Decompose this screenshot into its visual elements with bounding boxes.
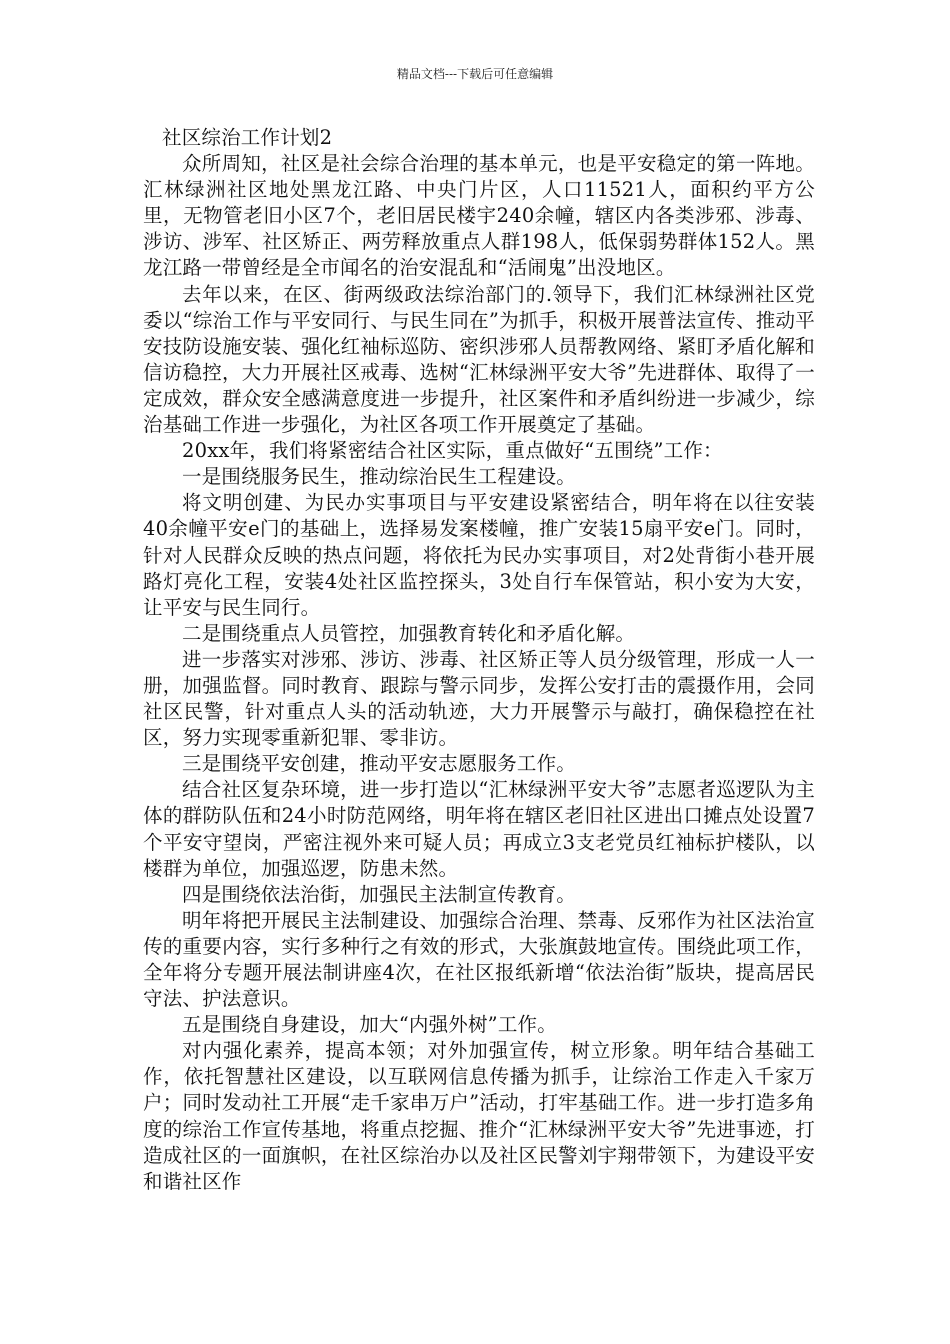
paragraph-last-year-work: 去年以来，在区、街两级政法综治部门的.领导下，我们汇林绿洲社区党委以“综治工作与平安同行、与民生同在”为抓手，积极开展普法宣传、推动平安技防设施安装、强化红袖标巡防、密织涉邪人员帮教网络、紧盯矛盾化解和信访稳控，大力开展社区戒毒、选树“汇林绿洲平安大爷”先进群体、取得了一定成效，群众安全感满意度进一步提升，社区案件和矛盾纠纷进一步减少，综治基础工作进一步强化，为社区各项工作开展奠定了基础。 <box>143 282 815 437</box>
paragraph-section-3: 结合社区复杂环境，进一步打造以“汇林绿洲平安大爷”志愿者巡逻队为主体的群防队伍和24小时防范网络，明年将在辖区老旧社区进出口摊点处设置7个平安守望岗，严密注视外来可疑人员；再成立3支老党员红袖标护楼队，以楼群为单位，加强巡逻，防患未然。 <box>143 778 815 880</box>
document-title: 社区综治工作计划2 <box>162 126 333 149</box>
paragraph-intro: 众所周知，社区是社会综合治理的基本单元，也是平安稳定的第一阵地。汇林绿洲社区地处黑龙江路、中央门片区，人口11521人，面积约平方公里，无物管老旧小区7个，老旧居民楼宇240余幢，辖区内各类涉邪、涉毒、涉访、涉军、社区矫正、两劳释放重点人群198人，低保弱势群体152人。黑龙江路一带曾经是全市闻名的治安混乱和“活闹鬼”出没地区。 <box>143 152 815 280</box>
section-heading-3: 三是围绕平安创建，推动平安志愿服务工作。 <box>182 752 577 776</box>
section-heading-2: 二是围绕重点人员管控，加强教育转化和矛盾化解。 <box>182 621 636 645</box>
section-heading-5: 五是围绕自身建设，加大“内强外树”工作。 <box>182 1013 557 1037</box>
paragraph-section-4: 明年将把开展民主法制建设、加强综合治理、禁毒、反邪作为社区法治宣传的重要内容，实行多种行之有效的形式，大张旗鼓地宣传。围绕此项工作，全年将分专题开展法制讲座4次，在社区报纸新增“依法治街”版块，提高居民守法、护法意识。 <box>143 908 815 1011</box>
paragraph-section-1: 将文明创建、为民办实事项目与平安建设紧密结合，明年将在以往安装40余幢平安e门的基础上，选择易发案楼幢，推广安装15扇平安e门。同时，针对人民群众反映的热点问题，将依托为民办实事项目，对2处背街小巷开展路灯亮化工程，安装4处社区监控探头，3处自行车保管站，积小安为大安，让平安与民生同行。 <box>143 491 815 619</box>
document-body <box>143 125 815 1195</box>
page-header: 精品文档---下载后可任意编辑 <box>396 67 554 81</box>
section-heading-4: 四是围绕依法治街，加强民主法制宣传教育。 <box>182 882 577 906</box>
paragraph-section-2: 进一步落实对涉邪、涉访、涉毒、社区矫正等人员分级管理，形成一人一册，加强监督。同时教育、跟踪与警示同步，发挥公安打击的震摄作用，会同社区民警，针对重点人头的活动轨迹，大力开展警示与敲打，确保稳控在社区，努力实现零重新犯罪、零非访。 <box>143 647 815 750</box>
paragraph-section-5: 对内强化素养，提高本领；对外加强宣传，树立形象。明年结合基础工作，依托智慧社区建设，以互联网信息传播为抓手，让综治工作走入千家万户；同时发动社工开展“走千家串万户”活动，打牢基础工作。进一步打造多角度的综治工作宣传基地，将重点挖掘、推介“汇林绿洲平安大爷”先进事迹，打造成社区的一面旗帜，在社区综治办以及社区民警刘宇翔带领下，为建设平安和谐社区作 <box>143 1039 815 1193</box>
section-heading-1: 一是围绕服务民生，推动综治民生工程建设。 <box>182 465 577 489</box>
paragraph-plan-overview: 20xx年，我们将紧密结合社区实际，重点做好“五围绕”工作： <box>182 439 723 463</box>
